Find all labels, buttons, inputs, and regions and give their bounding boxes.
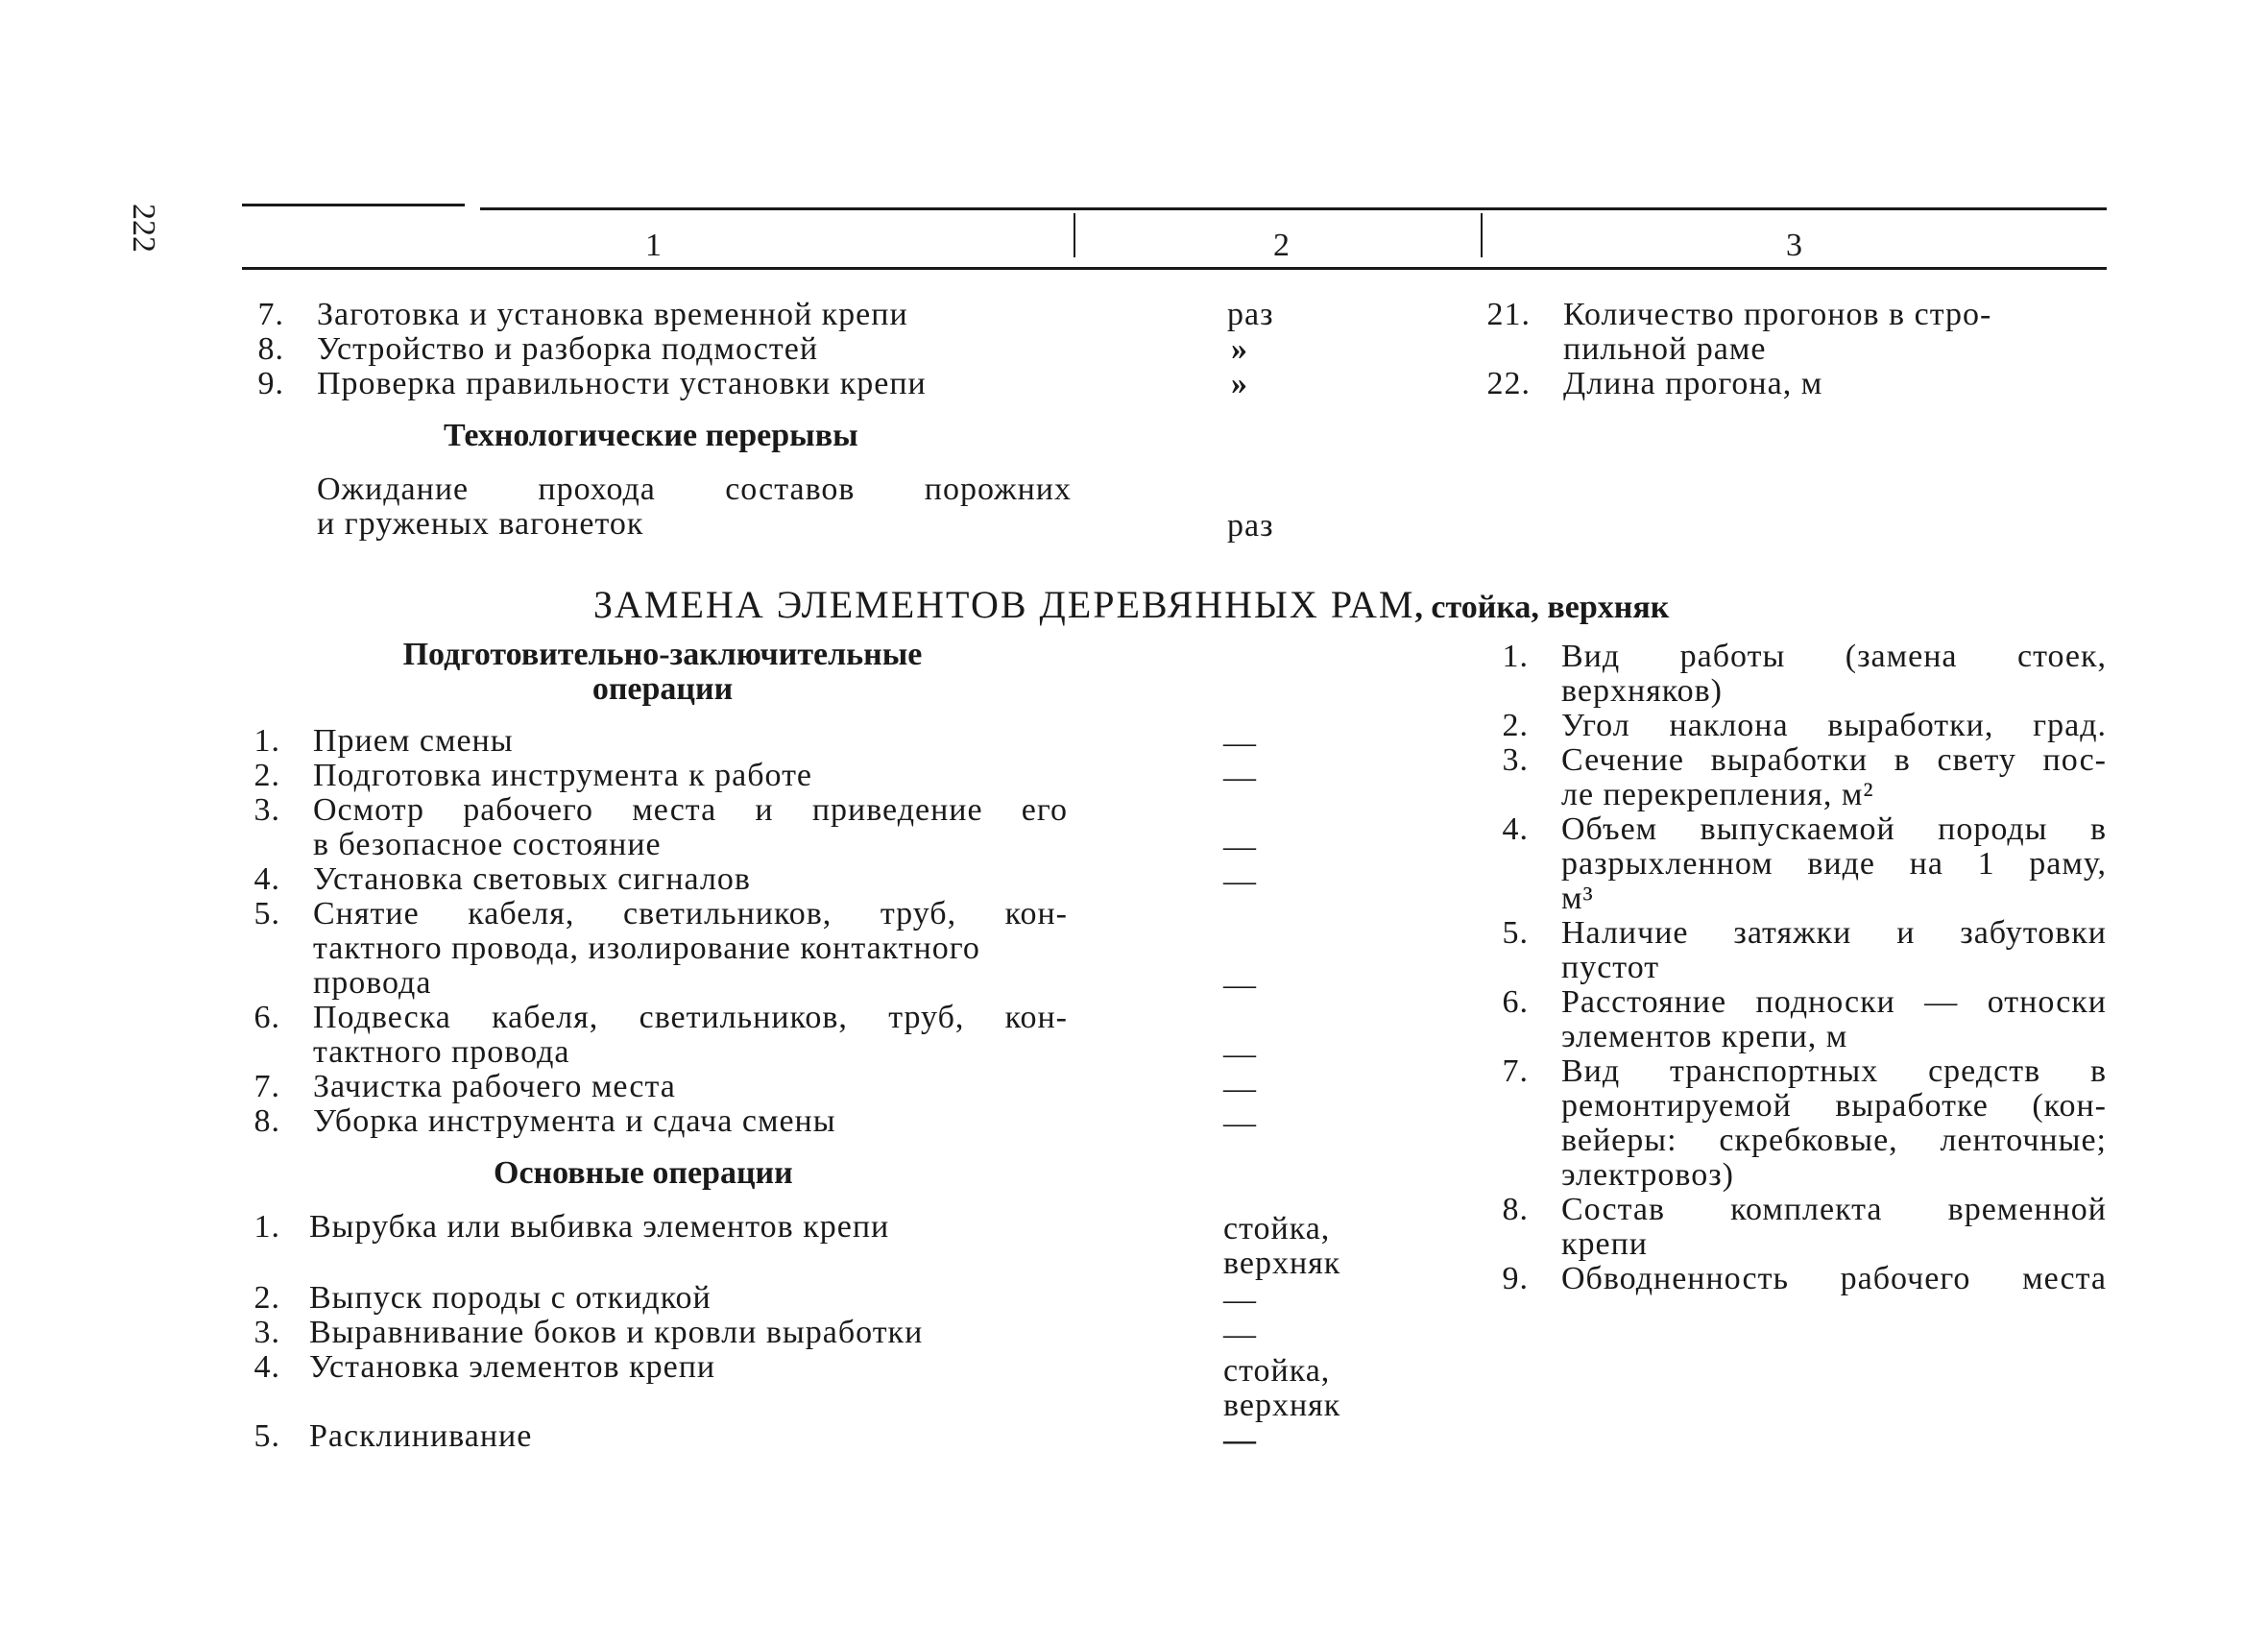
prep-number: 3. [253,792,280,828]
factor-text: пильной раме [1563,331,1767,367]
factor-text: верхняков) [1561,673,1723,709]
factor-number: 21. [1486,297,1531,332]
prep-unit: — [1223,1036,1257,1072]
item-number: 7. [257,297,284,332]
factor-number: 6. [1502,984,1529,1020]
operation-text: Устройство и разборка подмостей [317,331,819,367]
prep-text: провода [313,965,432,1001]
tech-breaks-heading: Технологические перерывы [444,418,858,453]
prep-unit: — [1223,725,1257,761]
factor-text: Объем выпускаемой породы в [1561,811,2107,847]
main-text: Выравнивание боков и кровли выработки [309,1315,924,1350]
factor-text: Расстояние подноски — относки [1561,984,2107,1020]
operation-unit: » [1231,331,1247,367]
main-unit: — [1223,1422,1256,1458]
factor-number: 9. [1502,1261,1529,1296]
factor-number: 8. [1502,1192,1529,1227]
section-title-sub: , стойка, верхняк [1414,590,1670,625]
main-number: 5. [253,1418,280,1454]
factor-text: элементов крепи, м [1561,1019,1848,1054]
header-divider-2 [1481,213,1483,257]
prep-text: Прием смены [313,723,514,759]
tech-break-line-2: и груженых вагонеток [317,506,644,542]
header-rule-top-left [242,204,465,206]
prep-heading-line-1: Подготовительно-заключительные [402,637,923,672]
factor-number: 1. [1502,639,1529,674]
header-rule-top [480,207,2107,210]
prep-text: Подвеска кабеля, светильников, труб, кон- [313,1000,1068,1035]
tech-break-unit: раз [1227,508,1274,544]
factor-text: крепи [1561,1226,1648,1262]
prep-number: 8. [253,1103,280,1139]
header-col-1: 1 [645,228,663,263]
factor-text: Сечение выработки в свету пос- [1561,742,2107,778]
prep-number: 7. [253,1069,280,1104]
header-col-2: 2 [1273,228,1291,263]
main-unit: — [1223,1282,1257,1318]
factor-text: пустот [1561,950,1660,985]
section-title [593,582,1669,627]
factor-text-justified [1563,298,2107,332]
header-rule-bottom [242,267,2107,270]
factor-text: разрыхленном виде на 1 раму, [1561,846,2107,882]
operation-text: Проверка правильности установки крепи [317,366,927,401]
prep-unit: — [1223,1105,1257,1141]
section-title-main: ЗАМЕНА ЭЛЕМЕНТОВ ДЕРЕВЯННЫХ РАМ [593,583,1415,626]
prep-number: 4. [253,861,280,897]
main-text: Расклинивание [309,1418,533,1454]
main-heading: Основные операции [494,1155,793,1191]
factor-text: Обводненность рабочего места [1561,1261,2107,1296]
factor-text: Вид работы (замена стоек, [1561,639,2107,674]
prep-unit: — [1223,760,1257,795]
prep-text: Зачистка рабочего места [313,1069,676,1104]
operation-unit: раз [1227,297,1274,332]
factor-text: вейеры: скребковые, ленточные; [1561,1123,2107,1158]
factor-text: Угол наклона выработки, град. [1561,708,2107,743]
prep-text: в безопасное состояние [313,827,662,862]
main-unit: — [1223,1317,1257,1352]
main-number: 3. [253,1315,280,1350]
tech-break-line-1: Ожидание прохода составов порожних [317,472,1072,507]
main-text: Установка элементов крепи [309,1349,716,1385]
operation-unit: » [1231,366,1247,401]
prep-number: 2. [253,758,280,793]
factor-text: Состав комплекта временной [1561,1192,2107,1227]
prep-unit: — [1223,829,1257,864]
prep-number: 6. [253,1000,280,1035]
main-unit: стойка, [1223,1211,1331,1246]
prep-number: 5. [253,896,280,931]
main-unit: верхняк [1223,1388,1341,1423]
prep-text: тактного провода, изолирование контактного [313,931,980,966]
main-unit: стойка, [1223,1353,1331,1389]
prep-text: Осмотр рабочего места и приведение его [313,792,1068,828]
main-text: Выпуск породы с откидкой [309,1280,712,1316]
prep-unit: — [1223,1071,1257,1106]
prep-unit: — [1223,863,1257,899]
factor-number: 7. [1502,1053,1529,1089]
factor-text: ле перекрепления, м² [1561,777,1874,812]
operation-text: Заготовка и установка временной крепи [317,297,908,332]
factor-text: ремонтируемой выработке (кон- [1561,1088,2107,1124]
factor-number: 2. [1502,708,1529,743]
main-number: 1. [253,1209,280,1245]
factor-number: 22. [1486,366,1531,401]
main-number: 2. [253,1280,280,1316]
page-number: 222 [126,204,161,253]
factor-number: 3. [1502,742,1529,778]
main-text: Вырубка или выбивка элементов крепи [309,1209,890,1245]
factor-text: Длина прогона, м [1563,366,1823,401]
factor-text: Вид транспортных средств в [1561,1053,2107,1089]
prep-unit: — [1223,967,1257,1003]
header-col-3: 3 [1786,228,1803,263]
main-number: 4. [253,1349,280,1385]
factor-text: Наличие затяжки и забутовки [1561,915,2107,951]
item-number: 8. [257,331,284,367]
factor-text: Количество прогонов в стро- [1563,297,1992,332]
factor-text: м³ [1561,881,1594,916]
prep-text: Снятие кабеля, светильников, труб, кон- [313,896,1068,931]
prep-heading-line-2: операции [591,671,734,707]
header-divider-1 [1074,213,1075,257]
factor-number: 4. [1502,811,1529,847]
prep-text: Уборка инструмента и сдача смены [313,1103,836,1139]
factor-text: электровоз) [1561,1157,1734,1193]
prep-text: Установка световых сигналов [313,861,751,897]
factor-number: 5. [1502,915,1529,951]
prep-number: 1. [253,723,280,759]
item-number: 9. [257,366,284,401]
prep-text: Подготовка инструмента к работе [313,758,813,793]
main-unit: верхняк [1223,1246,1341,1281]
prep-text: тактного провода [313,1034,570,1070]
